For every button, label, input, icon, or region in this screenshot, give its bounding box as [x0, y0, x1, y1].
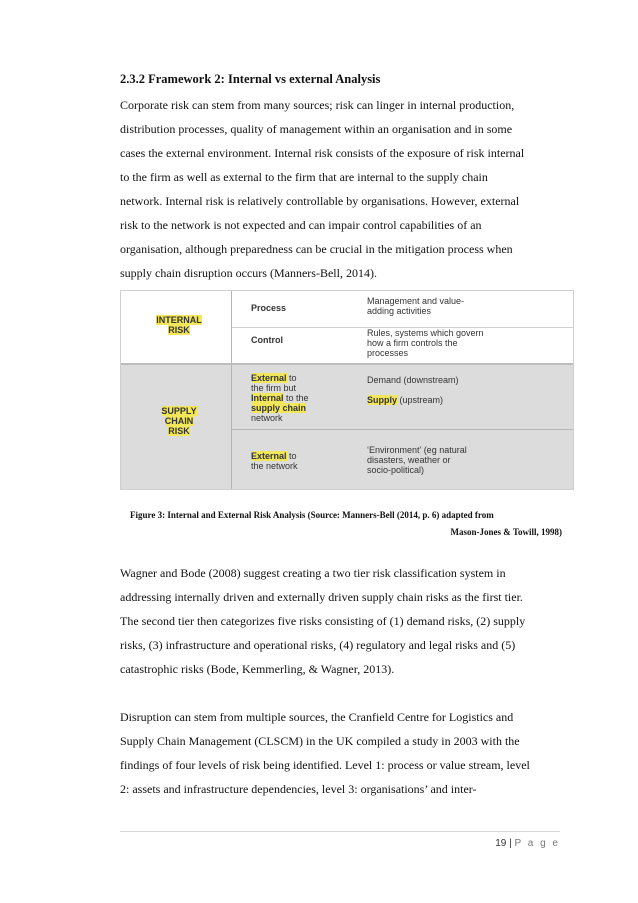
- text-line: Corporate risk can stem from many sources; risk can linger in internal production,: [120, 98, 515, 112]
- text-fragment: the firm but: [251, 383, 297, 393]
- control-label: Control: [251, 335, 283, 345]
- text-line: Disruption can stem from multiple sources, the Cranfield Centre for Logistics and: [120, 710, 514, 724]
- text-line: processes: [367, 348, 409, 358]
- text-line: network. Internal risk is relatively controllable by organisations. However, external: [120, 194, 520, 208]
- column-divider: [231, 291, 232, 489]
- text-line: The second tier then categorizes five risks consisting of (1) demand risks, (2) supply: [120, 614, 526, 628]
- external-to-firm-label: [251, 373, 309, 423]
- process-description: [367, 296, 464, 316]
- text-line: to the firm as well as external to the firm that are internal to the supply chain: [120, 170, 488, 184]
- page-number: 19: [495, 838, 507, 849]
- text-line: addressing internally driven and externally driven supply chain risks as the first tier.: [120, 590, 523, 604]
- text-fragment: to: [286, 451, 297, 461]
- internal-highlight: Internal: [251, 393, 284, 403]
- section-heading: 2.3.2 Framework 2: Internal vs external Analysis: [120, 72, 381, 86]
- page-label: P a g e: [514, 838, 560, 849]
- text-line: Rules, systems which govern: [367, 328, 484, 338]
- risk-word: RISK: [168, 426, 190, 436]
- text-fragment: (upstream): [397, 395, 444, 405]
- text-fragment: network: [251, 413, 283, 423]
- section-divider: [121, 363, 573, 365]
- supply-chain-highlight: supply chain: [251, 403, 307, 413]
- text-line: disasters, weather or: [367, 455, 451, 465]
- text-line: risk to the network is not expected and can impair control capabilities of an: [120, 218, 482, 232]
- external-highlight: External: [251, 373, 287, 383]
- demand-label: Demand (downstream): [367, 375, 459, 385]
- environment-description: [367, 445, 467, 475]
- caption-line: Mason-Jones & Towill, 1998): [450, 527, 562, 537]
- risk-analysis-figure: [120, 290, 574, 490]
- chain-word: CHAIN: [164, 416, 194, 426]
- text-line: organisation, although preparedness can be crucial in the mitigation process when: [120, 242, 513, 256]
- text-line: catastrophic risks (Bode, Kemmerling, & Wagner, 2013).: [120, 662, 395, 676]
- text-line: 2: assets and infrastructure dependencies, level 3: organisations’ and inter-: [120, 782, 477, 796]
- internal-risk-word: INTERNAL: [156, 315, 202, 325]
- supply-chain-risk-label: [139, 406, 219, 436]
- text-line: Management and value-: [367, 296, 465, 306]
- footer-divider: [120, 831, 560, 832]
- text-line: adding activities: [367, 306, 432, 316]
- text-line: cases the external environment. Internal risk consists of the exposure of risk internal: [120, 146, 525, 160]
- risk-word: RISK: [168, 325, 190, 335]
- external-highlight: External: [251, 451, 287, 461]
- footer-separator: |: [509, 838, 512, 849]
- text-line: findings of four levels of risk being identified. Level 1: process or value stream, level: [120, 758, 530, 772]
- text-line: how a firm controls the: [367, 338, 458, 348]
- text-fragment: the network: [251, 461, 298, 471]
- supply-word: SUPPLY: [161, 406, 197, 416]
- text-line: ‘Environment’ (eg natural: [367, 445, 467, 455]
- process-label: Process: [251, 303, 287, 313]
- text-fragment: to: [286, 373, 297, 383]
- text-line: risks, (3) infrastructure and operational risks, (4) regulatory and legal risks and (5): [120, 638, 516, 652]
- text-line: supply chain disruption occurs (Manners-Bell, 2014).: [120, 266, 377, 280]
- caption-line: Figure 3: Internal and External Risk Analysis (Source: Manners-Bell (2014, p. 6) adapted from: [130, 510, 494, 520]
- text-line: distribution processes, quality of management within an organisation and in some: [120, 122, 513, 136]
- supply-label: [367, 395, 443, 405]
- text-line: Wagner and Bode (2008) suggest creating a two tier risk classification system in: [120, 566, 506, 580]
- text-fragment: to the: [283, 393, 309, 403]
- page-footer: [495, 838, 560, 849]
- row-divider: [231, 429, 573, 430]
- external-to-network-label: [251, 451, 298, 471]
- supply-highlight: Supply: [367, 395, 398, 405]
- text-line: socio-political): [367, 465, 425, 475]
- text-line: Supply Chain Management (CLSCM) in the UK compiled a study in 2003 with the: [120, 734, 520, 748]
- control-description: [367, 328, 484, 358]
- internal-risk-label: [139, 315, 219, 335]
